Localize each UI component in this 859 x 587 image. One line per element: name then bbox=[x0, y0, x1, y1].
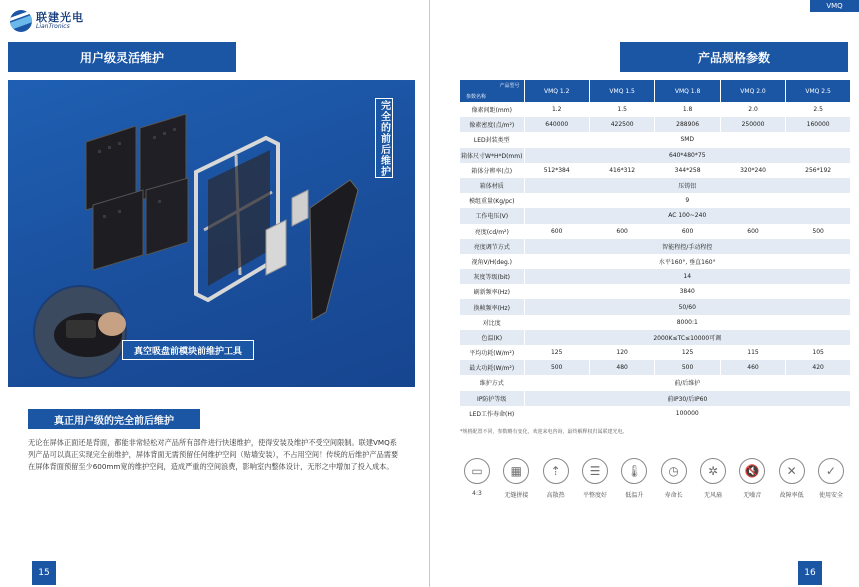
spec-row bbox=[460, 117, 850, 132]
spec-value: 1.2 bbox=[524, 102, 589, 117]
led-module-stack bbox=[86, 114, 188, 270]
spec-value: 416*312 bbox=[589, 163, 654, 178]
brand-name-en: LianTronics bbox=[36, 23, 70, 30]
page-number-left: 15 bbox=[32, 561, 56, 585]
spec-param-label: 换帧频率(Hz) bbox=[460, 299, 524, 314]
section-title-specs: 产品规格参数 bbox=[620, 42, 848, 72]
spec-row bbox=[460, 284, 850, 299]
front-rear-maintenance-badge: 完全的前后维护 bbox=[375, 98, 393, 178]
spec-value: 288906 bbox=[655, 117, 720, 132]
spec-value: 250000 bbox=[720, 117, 785, 132]
spec-value: 422500 bbox=[589, 117, 654, 132]
power-module bbox=[292, 190, 308, 226]
spec-value: 480 bbox=[589, 360, 654, 375]
model-header: VMQ 2.0 bbox=[720, 80, 785, 102]
feature-item bbox=[458, 458, 496, 499]
tools-icon: ✕ bbox=[779, 458, 805, 484]
spec-value: 105 bbox=[786, 345, 850, 360]
brand-logo bbox=[10, 10, 84, 32]
feature-label: 高散热 bbox=[546, 492, 565, 499]
spec-row bbox=[460, 315, 850, 330]
model-header: VMQ 1.2 bbox=[524, 80, 589, 102]
spec-value: 前/后维护 bbox=[524, 375, 850, 390]
model-header: VMQ 2.5 bbox=[786, 80, 850, 102]
table-corner bbox=[460, 80, 524, 102]
front-panel bbox=[310, 180, 358, 320]
flatness-icon: ☰ bbox=[582, 458, 608, 484]
spec-param-label: 箱体分辨率(点) bbox=[460, 163, 524, 178]
spec-value: 500 bbox=[524, 360, 589, 375]
spec-value: 1.5 bbox=[589, 102, 654, 117]
feature-label: 平整度好 bbox=[582, 492, 607, 499]
spec-param-label: 维护方式 bbox=[460, 375, 524, 390]
feature-item bbox=[576, 458, 614, 499]
feature-item bbox=[497, 458, 535, 499]
vacuum-tool-photo bbox=[34, 286, 126, 378]
spec-value: 500 bbox=[786, 224, 850, 239]
spec-row bbox=[460, 132, 850, 147]
spec-row bbox=[460, 345, 850, 360]
spec-row bbox=[460, 375, 850, 390]
spec-row bbox=[460, 269, 850, 284]
spec-value: 460 bbox=[720, 360, 785, 375]
right-page bbox=[430, 0, 859, 587]
receiving-card bbox=[266, 220, 286, 275]
spec-param-label: 色温(K) bbox=[460, 330, 524, 345]
spec-param-label: 亮度调节方式 bbox=[460, 239, 524, 254]
spec-value: 100000 bbox=[524, 406, 850, 421]
spec-value: 115 bbox=[720, 345, 785, 360]
spec-row bbox=[460, 102, 850, 117]
spec-param-label: 最大功耗(W/m²) bbox=[460, 360, 524, 375]
spec-value: 420 bbox=[786, 360, 850, 375]
spec-value: 2.0 bbox=[720, 102, 785, 117]
spec-row bbox=[460, 193, 850, 208]
spec-row bbox=[460, 360, 850, 375]
spec-row bbox=[460, 224, 850, 239]
spec-row bbox=[460, 299, 850, 314]
feature-item bbox=[694, 458, 732, 499]
spec-value: 640000 bbox=[524, 117, 589, 132]
spec-value: 2.5 bbox=[786, 102, 850, 117]
spec-row bbox=[460, 239, 850, 254]
feature-label: 4:3 bbox=[472, 490, 482, 497]
spec-param-label: 刷新频率(Hz) bbox=[460, 284, 524, 299]
spec-param-label: 平均功耗(W/m²) bbox=[460, 345, 524, 360]
spec-row bbox=[460, 254, 850, 269]
spec-value: 600 bbox=[720, 224, 785, 239]
spec-value: 前IP30/后IP60 bbox=[524, 391, 850, 406]
clock-icon: ◷ bbox=[661, 458, 687, 484]
spec-row bbox=[460, 208, 850, 223]
spec-value: 125 bbox=[655, 345, 720, 360]
feature-item bbox=[615, 458, 653, 499]
spec-value: 512*384 bbox=[524, 163, 589, 178]
spec-value: 120 bbox=[589, 345, 654, 360]
spec-value: 600 bbox=[524, 224, 589, 239]
spec-param-label: IP防护等级 bbox=[460, 391, 524, 406]
spec-value: 344*258 bbox=[655, 163, 720, 178]
spec-value: SMD bbox=[524, 132, 850, 147]
spec-param-label: 模组重量(Kg/pc) bbox=[460, 193, 524, 208]
spec-row bbox=[460, 178, 850, 193]
corner-param-label: 参数名称 bbox=[466, 94, 487, 100]
feature-label: 寿命长 bbox=[664, 492, 683, 499]
feature-label: 低温升 bbox=[625, 492, 644, 499]
spec-value: 压铸铝 bbox=[524, 178, 850, 193]
logo-icon bbox=[10, 10, 32, 32]
ratio-icon: ▭ bbox=[464, 458, 490, 484]
heat-dissipation-icon: ⇡ bbox=[543, 458, 569, 484]
spec-value: 160000 bbox=[786, 117, 850, 132]
spec-value: 50/60 bbox=[524, 299, 850, 314]
spec-row bbox=[460, 406, 850, 421]
feature-label: 无风扇 bbox=[703, 492, 722, 499]
spec-param-label: LED封装类型 bbox=[460, 132, 524, 147]
feature-item bbox=[537, 458, 575, 499]
spec-value: 600 bbox=[655, 224, 720, 239]
corner-model-label: 产品型号 bbox=[499, 83, 520, 89]
spec-value: 8000:1 bbox=[524, 315, 850, 330]
feature-item bbox=[655, 458, 693, 499]
spec-param-label: 亮度(cd/m²) bbox=[460, 224, 524, 239]
spec-value: AC 100~240 bbox=[524, 208, 850, 223]
spec-param-label: 箱体材质 bbox=[460, 178, 524, 193]
section-title-maintenance: 用户级灵活维护 bbox=[8, 42, 236, 72]
feature-icon-row bbox=[458, 458, 850, 499]
spec-row bbox=[460, 148, 850, 163]
thermometer-icon: 🌡 bbox=[621, 458, 647, 484]
spec-value: 500 bbox=[655, 360, 720, 375]
body-paragraph: 无论在屏体正面还是背面，都能非常轻松对产品所有部件进行快速维护，使得安装及维护不受空间限制。联建VMQ系列产品可以真正实现完全前维护，屏体背面无需预留任何维护空间（贴墙安装），不占用空间！传统的后维护产品需要在屏体背面预留至少600mm宽的维护空间，造成严重的空间浪费，影响室内整体设计，无形之中增加了投入成本。 bbox=[28, 438, 399, 471]
no-fan-icon: ✲ bbox=[700, 458, 726, 484]
spec-value: 水平160°, 垂直160° bbox=[524, 254, 850, 269]
spec-value: 智能程控/手动程控 bbox=[524, 239, 850, 254]
model-header: VMQ 1.8 bbox=[655, 80, 720, 102]
spec-row bbox=[460, 163, 850, 178]
brand-name-cn: 联建光电 bbox=[36, 11, 84, 24]
spec-value: 14 bbox=[524, 269, 850, 284]
feature-item bbox=[733, 458, 771, 499]
seamless-icon: ▦ bbox=[503, 458, 529, 484]
spec-param-label: 灰度等级(bit) bbox=[460, 269, 524, 284]
feature-item bbox=[812, 458, 850, 499]
check-icon: ✓ bbox=[818, 458, 844, 484]
spec-value: 320*240 bbox=[720, 163, 785, 178]
series-tag: VMQ bbox=[810, 0, 859, 12]
spec-value: 3840 bbox=[524, 284, 850, 299]
spec-value: 9 bbox=[524, 193, 850, 208]
spec-table-header bbox=[460, 80, 850, 102]
feature-label: 无缝拼接 bbox=[504, 492, 529, 499]
feature-label: 无噪音 bbox=[743, 492, 762, 499]
spec-value: 640*480*75 bbox=[524, 148, 850, 163]
sub-title: 真正用户级的完全前后维护 bbox=[28, 409, 200, 429]
feature-label: 故障率低 bbox=[779, 492, 804, 499]
feature-item bbox=[773, 458, 811, 499]
spec-value: 600 bbox=[589, 224, 654, 239]
spec-value: 125 bbox=[524, 345, 589, 360]
left-page bbox=[0, 0, 429, 587]
spec-table bbox=[460, 80, 850, 421]
spec-param-label: 像素密度(点/m²) bbox=[460, 117, 524, 132]
spec-param-label: 视角V/H(deg.) bbox=[460, 254, 524, 269]
model-header: VMQ 1.5 bbox=[589, 80, 654, 102]
spec-note: *规格配置不同，参数略有变化，欢迎来电咨询，最终解释权归属联建光电。 bbox=[460, 429, 628, 435]
mute-icon: 🔇 bbox=[739, 458, 765, 484]
spec-value: 256*192 bbox=[786, 163, 850, 178]
spec-row bbox=[460, 330, 850, 345]
spec-param-label: 像素间距(mm) bbox=[460, 102, 524, 117]
spec-param-label: LED工作寿命(H) bbox=[460, 406, 524, 421]
feature-label: 使用安全 bbox=[818, 492, 843, 499]
page-number-right: 16 bbox=[798, 561, 822, 585]
spec-value: 1.8 bbox=[655, 102, 720, 117]
vacuum-tool-label: 真空吸盘前模块前维护工具 bbox=[122, 340, 254, 360]
spec-param-label: 箱体尺寸W*H*D(mm) bbox=[460, 148, 524, 163]
spec-value: 2000K≤TC≤10000可调 bbox=[524, 330, 850, 345]
spec-row bbox=[460, 391, 850, 406]
spec-param-label: 工作电压(V) bbox=[460, 208, 524, 223]
spec-param-label: 对比度 bbox=[460, 315, 524, 330]
